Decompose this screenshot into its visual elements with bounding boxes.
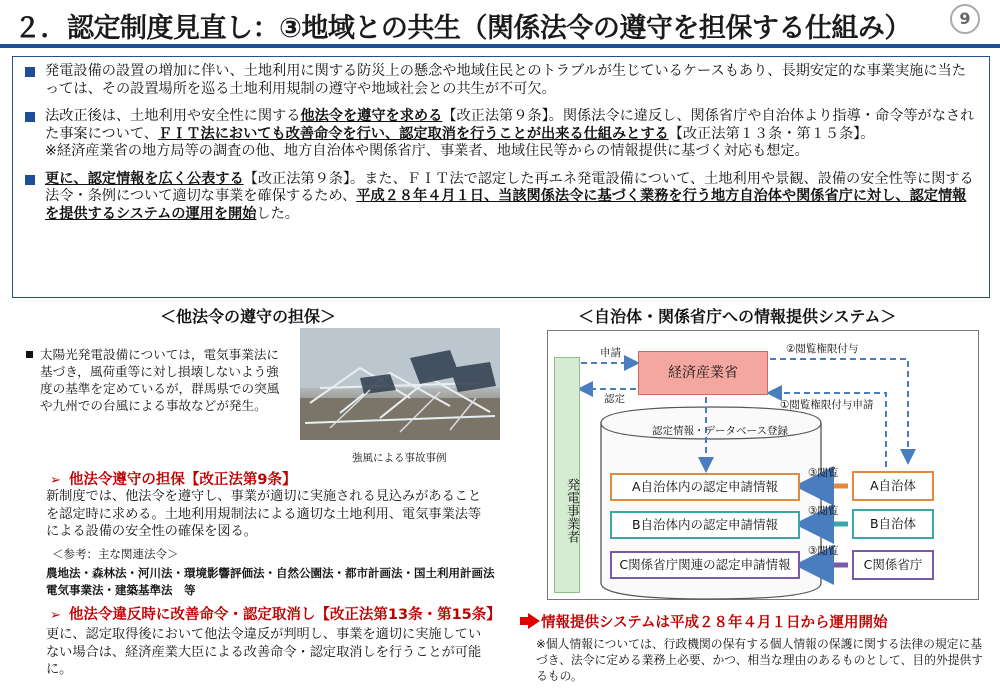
reference-title: ＜参考：主な関連法令＞ xyxy=(52,547,179,561)
right-section-heading: ＜自治体・関係省庁への情報提供システム＞ xyxy=(578,307,897,326)
sub1-heading xyxy=(50,468,297,489)
storm-damage-photo xyxy=(300,328,500,440)
label-grant: ②閲覧権限付与 xyxy=(786,343,859,355)
summary-p3-emphasis-a: 更に、認定情報を広く公表する xyxy=(45,170,244,187)
org-a-box: A自治体 xyxy=(852,471,934,501)
system-start-text: 情報提供システムは平成２８年４月１日から運用開始 xyxy=(541,615,888,631)
sub2-title: 他法令違反時に改善命令・認定取消し【改正法第13条・第15条】 xyxy=(68,607,501,623)
left-bullet-text: 太陽光発電設備については，電気事業法に基づき，風荷重等に対し損壊しないよう強度の基準を定めているが，群馬県での突風や九州での台風による事故などが発生。 xyxy=(40,347,280,413)
db-row-c: C関係省庁関連の認定申請情報 xyxy=(610,551,800,579)
reference-line-2: 電気事業法・建築基準法 等 xyxy=(46,583,196,597)
bullet-square-icon xyxy=(25,67,35,77)
reference-line-1: 農地法・森林法・河川法・環境影響評価法・自然公園法・都市計画法・国土利用計画法 xyxy=(46,566,495,580)
system-start-banner xyxy=(528,611,888,632)
label-certify: 認定 xyxy=(604,393,625,405)
arrow-right-icon: ➢ xyxy=(50,473,61,488)
db-row-b: B自治体内の認定申請情報 xyxy=(610,511,800,539)
summary-p2-note: ※経済産業省の地方局等の調査の他、地方自治体や関係省庁、事業者、地域住民等からの情報提供に基づく対応も想定。 xyxy=(45,143,809,159)
summary-p2-text-c: 【改正法第９条】。関係法令に違反し、関係省庁や自治体より指導・命令等がなされた事案について、 xyxy=(45,108,975,142)
privacy-note: ※個人情報については、行政機関の保有する個人情報の保護に関する法律の規定に基づき、法令に定める業務上必要、かつ、相当な理由のあるものとして、目的外提供するもの。 xyxy=(536,637,984,683)
label-apply: 申請 xyxy=(600,347,621,359)
summary-p2-text-e: 【改正法第１３条・第１５条】。 xyxy=(668,125,875,142)
label-view-a: ③閲覧 xyxy=(808,467,839,479)
photo-caption: 強風による事故事例 xyxy=(352,452,447,464)
summary-p3-text-d: した。 xyxy=(256,205,299,222)
page-number: 9 xyxy=(950,4,980,34)
summary-p3-text-b: 【改正法第９条】。また、ＦＩＴ法で認定した再エネ発電設備について、土地利用や景観、設備の安全性等に関する法令・条例について適切な事業を確保するため、 xyxy=(45,170,974,204)
label-request: ①閲覧権限付与申請 xyxy=(780,399,874,411)
sub1-text: 新制度では、他法令を遵守し、事業が適切に実施される見込みがあることを認定時に求める。土地利用規制法による適切な土地利用、電気事業法等による設備の安全性の確保を図る。 xyxy=(46,489,482,539)
summary-paragraph-3 xyxy=(25,171,977,224)
info-system-diagram xyxy=(547,330,979,600)
sub2-heading xyxy=(50,603,501,624)
red-arrow-icon xyxy=(528,613,540,629)
arrow-right-icon: ➢ xyxy=(50,608,61,623)
left-section-heading: ＜他法令の遵守の担保＞ xyxy=(160,307,337,326)
summary-paragraph-2 xyxy=(25,108,977,161)
db-row-a: A自治体内の認定申請情報 xyxy=(610,473,800,501)
left-bullet xyxy=(40,346,290,414)
label-db-register: 認定情報・データベース登録 xyxy=(652,425,788,437)
bullet-square-icon xyxy=(25,175,35,185)
summary-paragraph-1 xyxy=(25,63,977,98)
summary-p3-emphasis-c: 平成２８年４月１日、当該関係法令に基づく業務を行う地方自治体や関係省庁に対し、認定情報を提供するシステムの運用を開始 xyxy=(45,188,967,222)
power-operator-box: 発電事業者 xyxy=(554,357,580,593)
label-view-b: ③閲覧 xyxy=(808,505,839,517)
title-underline xyxy=(0,44,1000,48)
label-view-c: ③閲覧 xyxy=(808,545,839,557)
sub1-title: 他法令遵守の担保【改正法第9条】 xyxy=(68,472,297,488)
summary-p1-text: 発電設備の設置の増加に伴い、土地利用に関する防災上の懸念や地域住民とのトラブルが生じているケースもあり、長期安定的な事業実施に当たっては、その設置場所を巡る土地利用規制の遵守や地域社会との共生が不可欠。 xyxy=(45,63,966,97)
summary-p2-emphasis-b: ＦＩＴ法においても改善命令を行い、認定取消を行うことが出来る仕組みとする xyxy=(157,125,669,142)
summary-p2-text-a: 法改正後は、土地利用や安全性に関する xyxy=(45,108,301,124)
collapsed-solar-panels-image xyxy=(300,328,500,440)
bullet-square-icon xyxy=(25,112,35,122)
org-b-box: B自治体 xyxy=(852,509,934,539)
sub2-text: 更に、認定取得後において他法令違反が判明し、事業を適切に実施していない場合は、経済産業大臣による改善命令・認定取消しを行うことが可能に。 xyxy=(46,627,482,677)
summary-p2-emphasis-a: 他法令を遵守を求める xyxy=(300,108,443,124)
page-title: ２．認定制度見直し：③地域との共生（関係法令の遵守を担保する仕組み） xyxy=(14,13,911,44)
org-c-box: C関係省庁 xyxy=(852,550,934,580)
meti-box: 経済産業省 xyxy=(638,351,768,395)
bullet-square-icon xyxy=(26,351,33,358)
summary-box xyxy=(12,56,990,298)
